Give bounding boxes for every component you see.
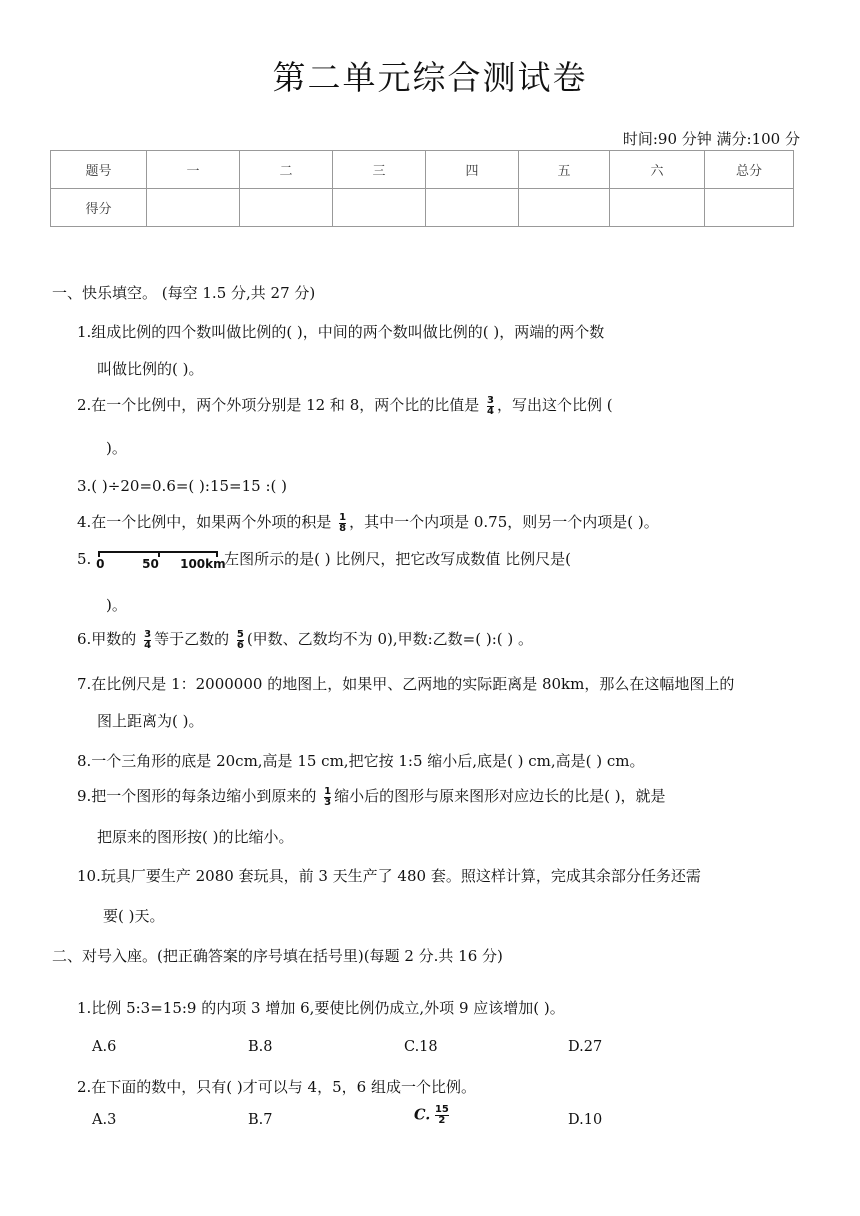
fraction — [144, 630, 151, 651]
question-9-text: 9.把一个图形的每条边缩小到原来的 — [77, 787, 317, 805]
question-5-line2: )。 — [106, 596, 127, 614]
score-cell[interactable] — [240, 189, 333, 227]
question-7-line2: 图上距离为( )。 — [97, 712, 204, 730]
question-5-number: 5. — [77, 550, 92, 568]
option-a: A.3 — [92, 1112, 117, 1128]
fraction-numerator: 3 — [487, 394, 494, 406]
score-header-cell: 一 — [147, 151, 240, 189]
score-header-cell: 二 — [240, 151, 333, 189]
scale-label: 0 — [96, 557, 105, 571]
question-1-line2: 叫做比例的( )。 — [97, 360, 204, 378]
option-b: B.7 — [248, 1112, 273, 1128]
score-header-cell: 六 — [610, 151, 705, 189]
scale-bar-figure — [96, 549, 226, 571]
fraction-denominator: 2 — [438, 1115, 446, 1126]
question-2-line2: )。 — [106, 439, 127, 457]
question-5-text: 左图所示的是( ) 比例尺，把它改写成数值 比例尺是( — [224, 550, 571, 568]
option-a: A.6 — [92, 1039, 117, 1055]
question-9-line1 — [77, 785, 666, 808]
page-title: 第二单元综合测试卷 — [272, 58, 588, 97]
fraction — [237, 630, 244, 651]
score-header-cell: 四 — [426, 151, 519, 189]
fraction-numerator: 3 — [144, 628, 152, 640]
fraction-numerator: 5 — [236, 628, 244, 640]
fraction-numerator: 1 — [324, 785, 332, 797]
fraction — [339, 513, 346, 534]
score-cell[interactable] — [333, 189, 426, 227]
question-6-text-end: (甲数、乙数均不为 0),甲数:乙数=( ):( ) 。 — [246, 630, 534, 648]
fraction-numerator: 15 — [434, 1104, 449, 1115]
option-d: D.10 — [568, 1112, 603, 1128]
fraction-denominator: 3 — [324, 796, 332, 808]
question-4-text-end: ，其中一个内项是 0.75，则另一个内项是( )。 — [349, 513, 659, 531]
option-d: D.27 — [568, 1039, 603, 1055]
section2-question-1: 1.比例 5:3=15:9 的内项 3 增加 6,要使比例仍成立,外项 9 应该增加( )。 — [77, 999, 565, 1017]
question-10-line2: 要( )天。 — [103, 907, 165, 925]
question-7-line1: 7.在比例尺是 1：2000000 的地图上，如果甲、乙两地的实际距离是 80km，那么在这幅地图上的 — [77, 675, 735, 693]
score-cell[interactable] — [147, 189, 240, 227]
section2-question-2: 2.在下面的数中，只有( )才可以与 4，5，6 组成一个比例。 — [77, 1078, 476, 1096]
fraction — [435, 1105, 449, 1126]
question-6-text-mid: 等于乙数的 — [154, 630, 230, 648]
question-2-text: 2.在一个比例中，两个外项分别是 12 和 8，两个比的比值是 — [77, 396, 480, 414]
option-c: C.18 — [404, 1039, 438, 1055]
score-row-label: 得分 — [51, 189, 147, 227]
score-cell[interactable] — [519, 189, 610, 227]
question-9-line2: 把原来的图形按( )的比缩小。 — [97, 828, 294, 846]
fraction-denominator: 6 — [236, 639, 244, 651]
option-c — [414, 1105, 452, 1126]
question-10-line1: 10.玩具厂要生产 2080 套玩具，前 3 天生产了 480 套。照这样计算，完成其余部分任务还需 — [77, 867, 701, 885]
score-header-cell: 总分 — [705, 151, 794, 189]
question-1-line1: 1.组成比例的四个数叫做比例的( )，中间的两个数叫做比例的( )，两端的两个数 — [77, 323, 605, 341]
question-9-text-end: 缩小后的图形与原来图形对应边长的比是( )，就是 — [334, 787, 666, 805]
fraction-denominator: 8 — [339, 522, 347, 534]
score-header-cell: 五 — [519, 151, 610, 189]
question-6-text: 6.甲数的 — [77, 630, 137, 648]
section1-heading: 一、快乐填空。 (每空 1.5 分,共 27 分) — [52, 284, 316, 302]
question-2-line1 — [77, 394, 613, 417]
question-3: 3.( )÷20=0.6=( ):15=15 :( ) — [77, 477, 287, 495]
question-8: 8.一个三角形的底是 20cm,高是 15 cm,把它按 1:5 缩小后,底是( ) cm,高是( ) cm。 — [77, 752, 645, 770]
scale-label: 50 — [142, 557, 159, 571]
score-cell[interactable] — [426, 189, 519, 227]
question-4-text: 4.在一个比例中，如果两个外项的积是 — [77, 513, 332, 531]
fraction-denominator: 4 — [487, 405, 494, 417]
score-cell[interactable] — [705, 189, 794, 227]
question-2-text-end: ，写出这个比例 ( — [497, 396, 613, 414]
option-c-prefix: C. — [414, 1106, 431, 1124]
fraction — [487, 396, 494, 417]
question-4 — [77, 511, 659, 534]
score-header-cell: 三 — [333, 151, 426, 189]
score-header-cell: 题号 — [51, 151, 147, 189]
fraction — [324, 787, 331, 808]
scale-label: 100km — [180, 557, 226, 571]
score-table-header-row — [51, 151, 794, 189]
score-cell[interactable] — [610, 189, 705, 227]
score-table-score-row — [51, 189, 794, 227]
question-5-line1 — [77, 548, 571, 571]
option-b: B.8 — [248, 1039, 273, 1055]
time-score-info: 时间:90 分钟 满分:100 分 — [622, 130, 800, 148]
score-table — [50, 150, 794, 227]
section2-heading: 二、对号入座。(把正确答案的序号填在括号里)(每题 2 分.共 16 分) — [52, 947, 503, 965]
fraction-denominator: 4 — [144, 639, 152, 651]
fraction-numerator: 1 — [339, 511, 347, 523]
question-6 — [77, 628, 533, 651]
